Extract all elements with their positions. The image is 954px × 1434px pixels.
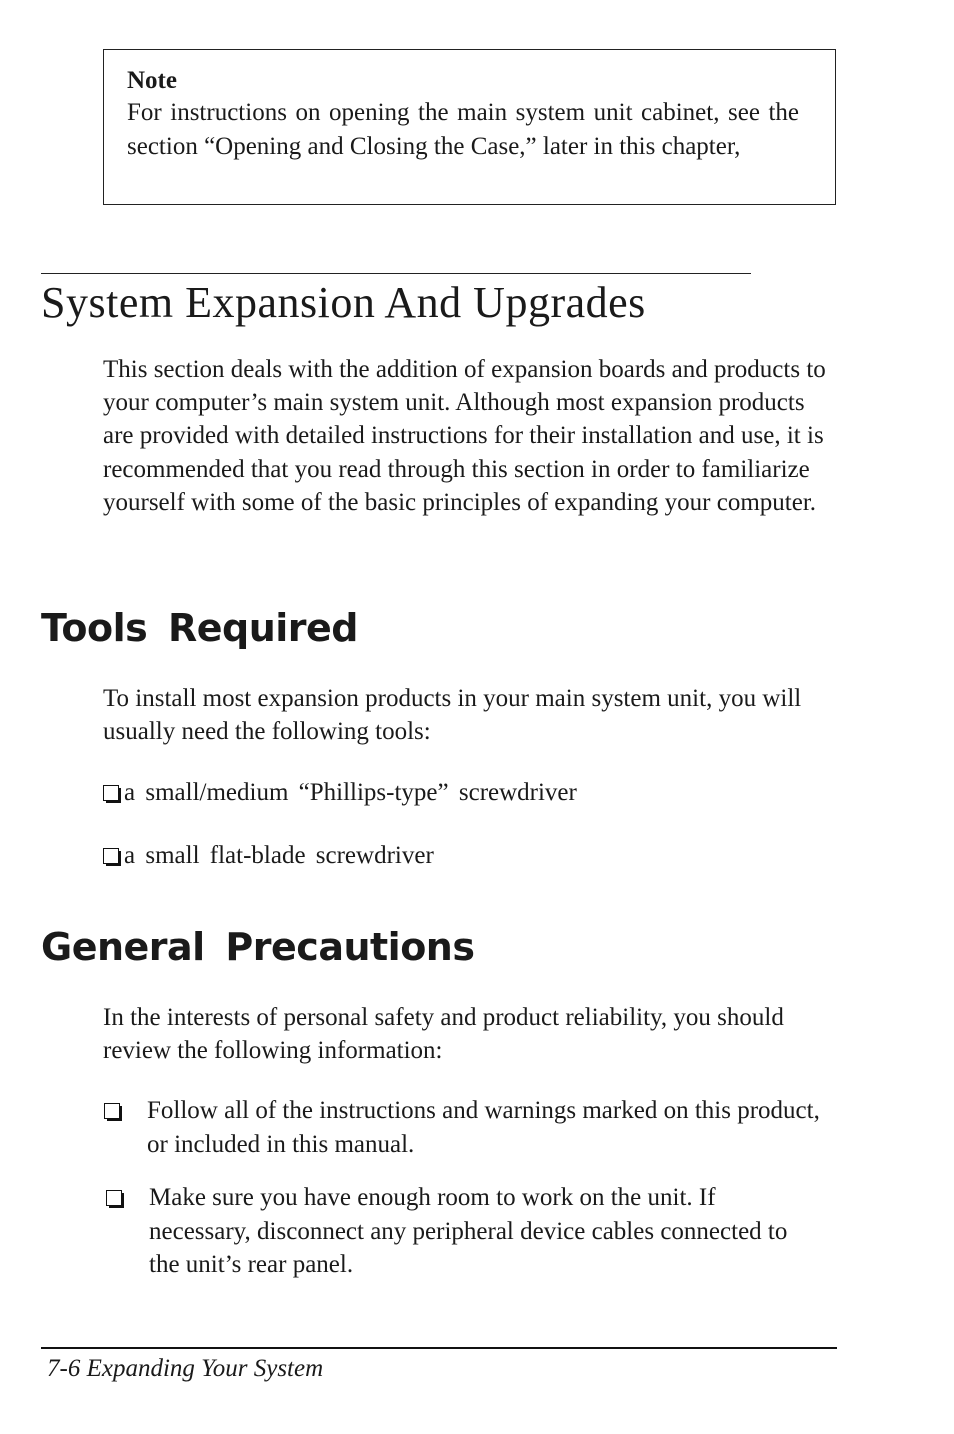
page-footer: 7-6 Expanding Your System xyxy=(47,1355,324,1382)
checkbox-bullet-icon xyxy=(106,1190,122,1206)
checkbox-bullet-icon xyxy=(103,785,119,801)
list-item xyxy=(103,1094,833,1161)
tools-intro: To install most expansion products in your main system unit, you will usually need the following tools: xyxy=(103,685,802,746)
note-box xyxy=(103,49,836,205)
list-item-text: Make sure you have enough room to work on the unit. If necessary, disconnect any peripheral device cables connected to the unit’s rear panel. xyxy=(149,1184,788,1278)
checkbox-bullet-icon xyxy=(104,1103,120,1119)
note-title: Note xyxy=(127,67,177,94)
precautions-intro: In the interests of personal safety and product reliability, you should review the following information: xyxy=(103,1004,784,1065)
list-item-text: Follow all of the instructions and warnings marked on this product, or included in this manual. xyxy=(147,1097,820,1158)
section-intro: This section deals with the addition of expansion boards and products to your computer’s main system unit. Although most expansion products are provided with detailed instructions for their installation and use, it is recommended that you read through this section in order to familiarize yourself with some of the basic principles of expanding your computer. xyxy=(103,356,826,516)
list-item-text: a small flat-blade screwdriver xyxy=(124,842,434,869)
tools-heading: Tools Required xyxy=(41,606,358,650)
section-divider xyxy=(41,273,751,274)
checkbox-bullet-icon xyxy=(103,848,119,864)
list-item xyxy=(103,776,577,809)
section-title: System Expansion And Upgrades xyxy=(41,278,646,327)
list-item-text: a small/medium “Phillips-type” screwdriver xyxy=(124,779,577,806)
footer-divider xyxy=(41,1347,837,1349)
list-item xyxy=(103,1181,833,1282)
list-item xyxy=(103,839,434,872)
precautions-heading: General Precautions xyxy=(41,925,475,969)
note-text: For instructions on opening the main system unit cabinet, see the section “Opening and Closing the Case,” later in this chapter, xyxy=(127,99,799,160)
